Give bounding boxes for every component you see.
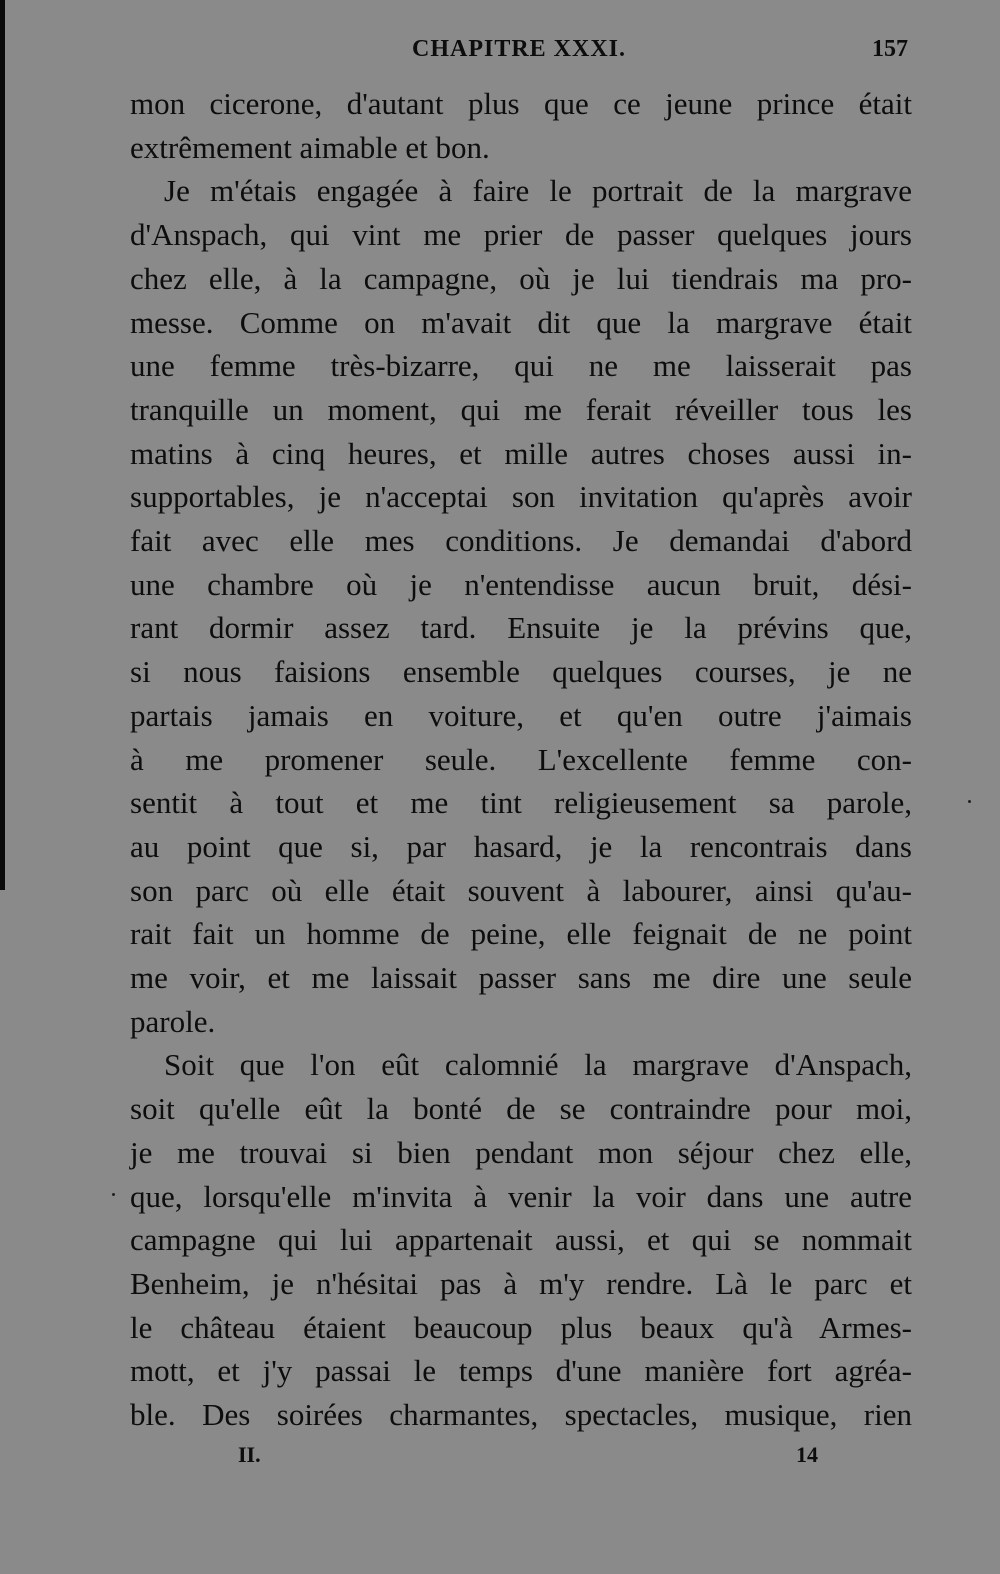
text-line: si nous faisions ensemble quelques courses, je ne — [130, 654, 912, 690]
text-line: que, lorsqu'elle m'invita à venir la voir dans une autre — [130, 1178, 912, 1214]
text-line: campagne qui lui appartenait aussi, et qui se nommait — [130, 1222, 912, 1258]
text-line: une femme très-bizarre, qui ne me laisserait pas — [130, 348, 912, 384]
text-line: à me promener seule. L'excellente femme con- — [130, 741, 912, 777]
text-line: chez elle, à la campagne, où je lui tiendrais ma pro- — [130, 260, 912, 296]
text-line: rait fait un homme de peine, elle feignait de ne point — [130, 916, 912, 952]
text-line: mott, et j'y passai le temps d'une manière fort agréa- — [130, 1353, 912, 1389]
text-line: le château étaient beaucoup plus beaux qu'à Armes- — [130, 1309, 912, 1345]
text-line: une chambre où je n'entendisse aucun bruit, dési- — [130, 566, 912, 602]
text-line: au point que si, par hasard, je la rencontrais dans — [130, 828, 912, 864]
body-text — [130, 82, 912, 1437]
text-line: Benheim, je n'hésitai pas à m'y rendre. Là le parc et — [130, 1265, 912, 1301]
page-header — [130, 36, 908, 72]
text-line: mon cicerone, d'autant plus que ce jeune prince était — [130, 86, 912, 121]
text-line: parole. — [130, 1003, 216, 1039]
text-line: extrêmement aimable et bon. — [130, 129, 490, 165]
paper-speck — [112, 1193, 115, 1196]
paper-speck — [968, 800, 971, 803]
text-line: supportables, je n'acceptai son invitation qu'après avoir — [130, 479, 912, 515]
text-line: je me trouvai si bien pendant mon séjour chez elle, — [130, 1134, 912, 1170]
text-line: son parc où elle était souvent à labourer, ainsi qu'au- — [130, 872, 912, 908]
text-line: partais jamais en voiture, et qu'en outre j'aimais — [130, 697, 912, 733]
signature-number: 14 — [796, 1442, 818, 1467]
text-line: ble. Des soirées charmantes, spectacles, musique, rien — [130, 1397, 912, 1433]
text-line: d'Anspach, qui vint me prier de passer quelques jours — [130, 217, 912, 253]
text-line: soit qu'elle eût la bonté de se contraindre pour moi, — [130, 1091, 912, 1127]
text-line: rant dormir assez tard. Ensuite je la prévins que, — [130, 610, 912, 646]
text-line: Je m'étais engagée à faire le portrait de la margrave — [164, 173, 912, 209]
text-line: me voir, et me laissait passer sans me dire une seule — [130, 960, 912, 996]
page-footer — [238, 1442, 818, 1476]
text-line: matins à cinq heures, et mille autres choses aussi in- — [130, 435, 912, 471]
text-line: messe. Comme on m'avait dit que la margrave était — [130, 304, 912, 340]
signature-volume: II. — [238, 1442, 261, 1467]
page-number: 157 — [872, 36, 908, 62]
running-head: CHAPITRE XXXI. — [411, 36, 626, 62]
text-line: fait avec elle mes conditions. Je demandai d'abord — [130, 523, 912, 559]
text-line: tranquille un moment, qui me ferait réveiller tous les — [130, 391, 912, 427]
text-line: Soit que l'on eût calomnié la margrave d'Anspach, — [164, 1047, 912, 1083]
page-binding-edge — [0, 0, 5, 890]
text-line: sentit à tout et me tint religieusement sa parole, — [130, 785, 912, 821]
